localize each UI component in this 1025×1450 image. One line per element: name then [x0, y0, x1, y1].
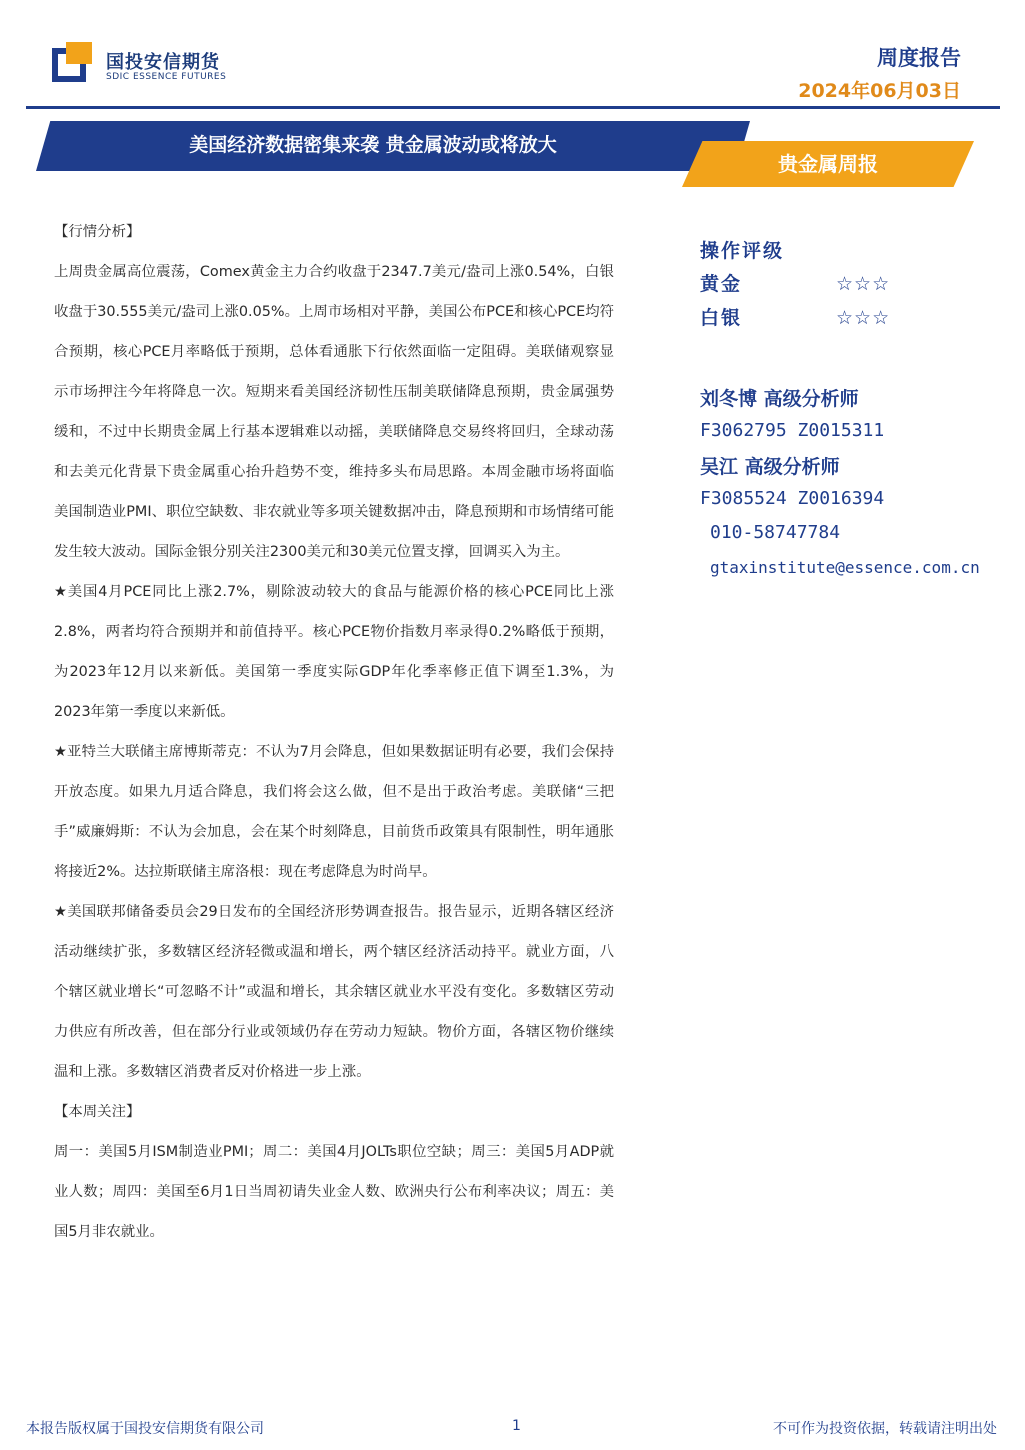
logo-mark-icon — [52, 42, 96, 84]
paragraph-market-analysis: 上周贵金属高位震荡，Comex黄金主力合约收盘于2347.7美元/盎司上涨0.54%，白银收盘于30.555美元/盎司上涨0.05%。上周市场相对平静，美国公布PCE和核心PCE均符合预期，核心PCE月率略低于预期，总体看通胀下行依然面临一定阻碍。美联储观察显示市场押注今年将降息一次。短期来看美国经济韧性压制美联储降息预期，贵金属强势缓和，不过中长期贵金属上行基本逻辑难以动摇，美联储降息交易终将回归，全球动荡和去美元化背景下贵金属重心抬升趋势不变，维持多头布局思路。本周金融市场将面临美国制造业PMI、职位空缺数、非农就业等多项关键数据冲击，降息预期和市场情绪可能发生较大波动。国际金银分别关注2300美元和30美元位置支撑，回调买入为主。 — [54, 264, 614, 560]
paragraph-pce-news: ★美国4月PCE同比上涨2.7%，剔除波动较大的食品与能源价格的核心PCE同比上涨2.8%，两者均符合预期并和前值持平。核心PCE物价指数月率录得0.2%略低于预期，为2023年12月以来新低。美国第一季度实际GDP年化季率修正值下调至1.3%，为2023年第一季度以来新低。 — [54, 584, 614, 720]
rating-title: 操作评级 — [700, 240, 785, 262]
analyst-license: F3085524 Z0016394 — [700, 488, 885, 509]
contact-email-link[interactable]: gtaxinstitute@essence.com.cn — [710, 558, 980, 577]
footer-disclaimer: 不可作为投资依据，转载请注明出处 — [773, 1421, 997, 1437]
paragraph-week-calendar: 周一：美国5月ISM制造业PMI；周二：美国4月JOLTs职位空缺；周三：美国5月ADP就业人数；周四：美国至6月1日当周初请失业金人数、欧洲央行公布利率决议；周五：美国5月非农就业。 — [54, 1144, 614, 1240]
rating-row-silver — [700, 302, 920, 334]
analyst-name: 刘冬博 高级分析师 — [700, 388, 859, 410]
analyst-license: F3062795 Z0015311 — [700, 420, 885, 441]
section-heading-market-analysis: 【行情分析】 — [54, 224, 141, 240]
analyst-name: 吴江 高级分析师 — [700, 456, 840, 478]
star-rating-icon: ☆☆☆ — [836, 307, 891, 329]
footer-copyright: 本报告版权属于国投安信期货有限公司 — [26, 1421, 264, 1437]
star-rating-icon: ☆☆☆ — [836, 273, 891, 295]
paragraph-fed-speakers: ★亚特兰大联储主席博斯蒂克：不认为7月会降息，但如果数据证明有必要，我们会保持开放态度。如果九月适合降息，我们将会这么做，但不是出于政治考虑。美联储“三把手”威廉姆斯：不认为会加息，会在某个时刻降息，目前货币政策具有限制性，明年通胀将接近2%。达拉斯联储主席洛根：现在考虑降息为时尚早。 — [54, 744, 614, 880]
report-title: 美国经济数据密集来袭 贵金属波动或将放大 — [189, 134, 557, 156]
logo-name-en: SDIC ESSENCE FUTURES — [106, 72, 227, 82]
rating-name: 黄金 — [700, 273, 743, 295]
company-logo — [52, 42, 292, 88]
paragraph-beige-book: ★美国联邦储备委员会29日发布的全国经济形势调查报告。报告显示，近期各辖区经济活动继续扩张，多数辖区经济轻微或温和增长，两个辖区经济活动持平。就业方面，八个辖区就业增长“可忽略不计”或温和增长，其余辖区就业水平没有变化。多数辖区劳动力供应有所改善，但在部分行业或领域仍存在劳动力短缺。物价方面，各辖区物价继续温和上涨。多数辖区消费者反对价格进一步上涨。 — [54, 904, 614, 1080]
report-category-tag: 贵金属周报 — [778, 152, 878, 176]
contact-phone: 010-58747784 — [710, 522, 841, 543]
report-date: 2024年06月03日 — [798, 80, 961, 102]
header-divider — [26, 106, 1000, 109]
page-number: 1 — [512, 1418, 521, 1434]
rating-row-gold — [700, 268, 920, 300]
section-heading-week-focus: 【本周关注】 — [54, 1104, 141, 1120]
rating-name: 白银 — [700, 307, 743, 329]
report-type: 周度报告 — [877, 46, 961, 70]
main-content — [54, 212, 614, 1252]
logo-name-cn: 国投安信期货 — [106, 52, 220, 73]
